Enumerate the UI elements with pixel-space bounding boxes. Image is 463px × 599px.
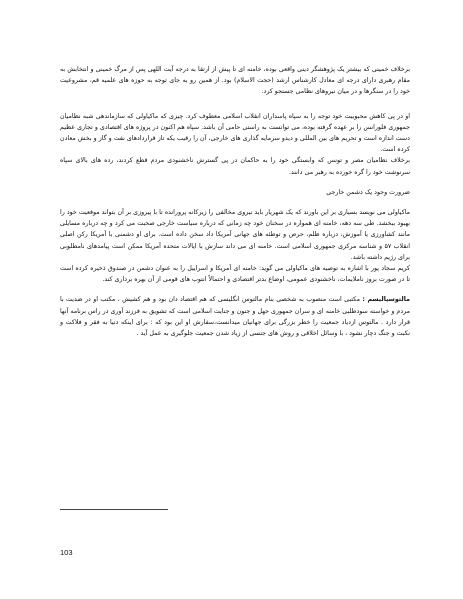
term-malthusianism: مالتوسیالیسم : <box>362 296 410 304</box>
paragraph-external-enemy: ماکیاولی می نویسد بسیاری بر این باورند که یک شهریار باید نیروی مخالفی را زیرکانه پرورانده تا با پیروزی بر آن بتواند موقعیت خود را بهبود ببخشد. طی سه دهه، خامنه ای همواره در سخنان خود چه زمانی که درباره سیاست خارجی صحبت می کرد و چه درباره مسایلی مانند کشاورزی یا آموزش، درباره ظلم، حرص و توطئه های جهانی آمریکا داد سخن داده است. برای او دشمنی با آمریکا رکن اصلی انقلاب ۵۷ و شناسه مرکزی جمهوری اسلامی است. خامنه ای می داند سازش با ایالات متحده آمریکا ممکن است پیامدهای نامطلوبی برای رژیم داشته باشد. <box>60 209 411 261</box>
section-heading: ضرورت وجود یک دشمن خارجی <box>326 188 410 196</box>
page-number: 103 <box>60 548 73 557</box>
paragraph-sajjadpour-quote: کریم سجاد پور با اشاره به توصیه های ماکیاولی می گوید: خامنه ای آمریکا و اسراییل را به عنوان دشمن در صندوق ذخیره کرده است تا در صورت بروز ناملایمات، ناخشنودی عمومی، اوضاع بدتر اقتصادی و احتمالاً انتوب های قومی از آن بهره برداری کند. <box>60 265 410 284</box>
malthusianism-definition: مکتبی است منصوب به شخصی بنام مالتوس انگلیسی که هم اقتصاد دان بود و هم کشیش ، مکتب او در ضدیت با مردم و خواسته سودطلبی خامنه ای و سران جمهوری جهل و جنون و جنایت اسلامی است که تشویق به فرزند آوری در راس برنامه آنها قرار دارد . مالتوس ازدیاد جمعیت را خطر بزرگی برای جهانیان میدانست،سفارش او این بود که : برای اینکه دنیا به فقر و فلاکت و نکبت و جنگ دچار نشود ، با وسائل اخلاقی و روش های جنسی از زیاد شدن جمعیت جلوگیری به عمل آید . <box>60 296 410 338</box>
paragraph-irgc-focus: او در پی کاهش محبوبیت خود توجه را به سپاه پاسداران انقلاب اسلامی معطوف کرد. چیزی که ماکیاولی که سازماندهی شبه نظامیان جمهوری فلورانس را بر عهده گرفته بوده، می توانست به راستی حامی آن باشد. سپاه هم اکنون در پروژه های اقتصادی و تجاری عظیم دست اندازه است و تحریم های بین المللی و دیدو سرمایه گذاری های خارجی، آن را رقیب یکه تاز قراردادهای نفت و گاز و بخش معادن کرده است. <box>60 112 410 154</box>
document-body <box>60 64 410 339</box>
footnote-divider <box>60 509 168 510</box>
paragraph-khamenei-legitimacy: برخلاف خمینی که بیشتر یک پژوهشگر دینی واقعی بوده، خامنه ای تا پیش از ارتقا به درجه آیت اللهی پس از مرگ خمینی و انتخابش به مقام رهبری دارای درجه ای معادل کارشناس ارشد (حجت الاسلام) بود. از همین رو به جای توجه به حوزه های علمیه قم، مشروعیت خود را در سنگرها و در میان نیروهای نظامی جستجو کرد. <box>60 66 410 96</box>
paragraph-military-comparison: برخلاف نظامیان مصر و تونس که وابستگی خود را به حاکمان در پی گسترش ناخشنودی مردم قطع کردند، رده های بالای سپاه سرنوشت خود را گره خورده به رهبر می دانند. <box>60 157 410 176</box>
paragraph-malthusianism <box>60 294 410 339</box>
